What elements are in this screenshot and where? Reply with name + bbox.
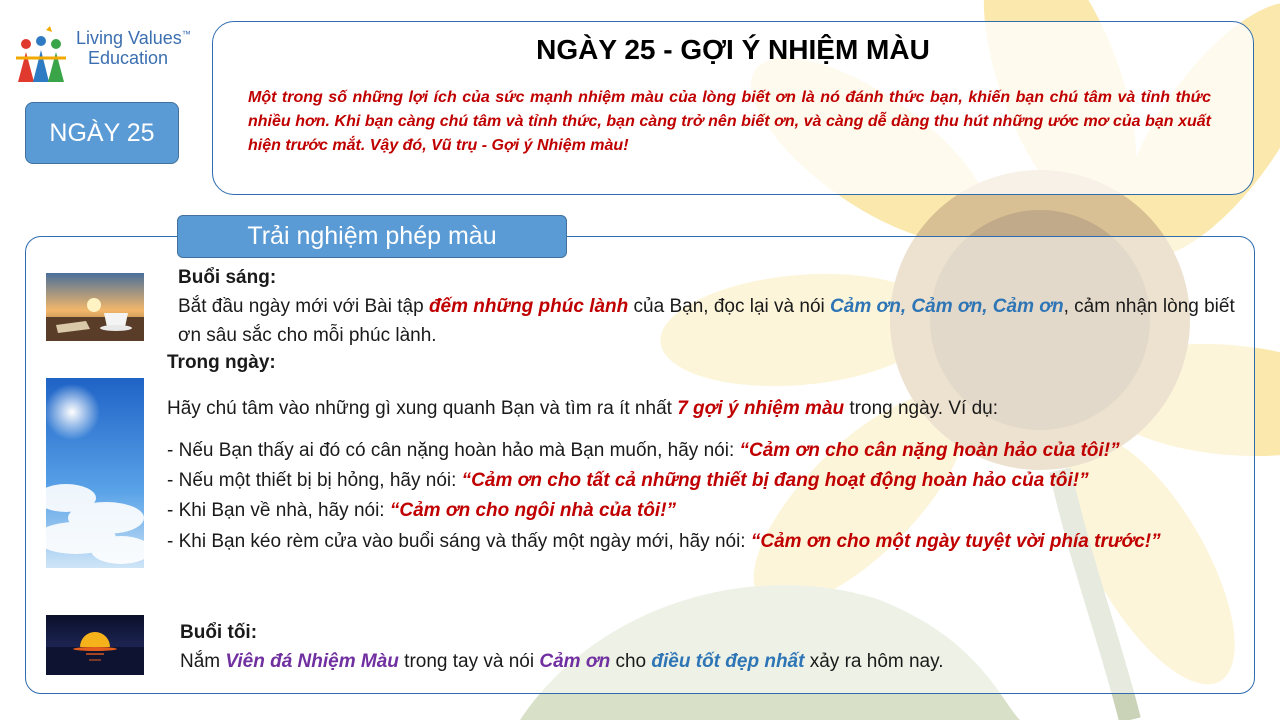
intro-paragraph: Một trong số những lợi ích của sức mạnh nhiệm màu của lòng biết ơn là nó đánh thức bạn, khiến bạn chú tâm và tỉnh thức nhiều hơn. Khi bạn càng chú tâm và tỉnh thức, bạn càng trở nên biết ơn, và càng dễ dàng thu hút những ước mơ của bạn xuất hiện trước mắt. Vậy đó, Vũ trụ - Gợi ý Nhiệm màu!: [248, 89, 1211, 154]
seven-hints-highlight: 7 gợi ý nhiệm màu: [677, 398, 845, 419]
logo-line1: Living Values: [76, 28, 182, 48]
day-intro: Hãy chú tâm vào những gì xung quanh Bạn và tìm ra ít nhất 7 gợi ý nhiệm màu trong ngày. Ví dụ:: [167, 398, 998, 419]
logo-trademark: ™: [181, 29, 191, 39]
thank-you-evening-highlight: Cảm ơn: [539, 651, 611, 672]
logo-line2: Education: [88, 48, 169, 68]
day-heading: Trong ngày:: [167, 352, 276, 373]
example-4: - Khi Bạn kéo rèm cửa vào buổi sáng và thấy một ngày mới, hãy nói: “Cảm ơn cho một ngày tuyệt vời phía trước!”: [167, 531, 1161, 552]
count-blessings-highlight: đếm những phúc lành: [428, 296, 629, 317]
example-1: - Nếu Bạn thấy ai đó có cân nặng hoàn hảo mà Bạn muốn, hãy nói: “Cảm ơn cho cân nặng hoàn hảo của tôi!”: [167, 440, 1120, 461]
living-values-logo: [12, 24, 212, 84]
sunset-image: [46, 615, 144, 675]
morning-heading: Buổi sáng:: [178, 267, 277, 288]
section-title: Trải nghiệm phép màu: [177, 215, 567, 258]
morning-coffee-image: [46, 273, 144, 341]
sky-sun-image: [46, 378, 144, 568]
evening-heading: Buổi tối:: [180, 622, 258, 643]
thank-you-highlight: Cảm ơn, Cảm ơn, Cảm ơn: [830, 296, 1064, 317]
evening-text: Nắm Viên đá Nhiệm Màu trong tay và nói Cảm ơn cho điều tốt đẹp nhất xảy ra hôm nay.: [180, 651, 944, 672]
morning-text: Bắt đầu ngày mới với Bài tập đếm những phúc lành của Bạn, đọc lại và nói Cảm ơn, Cảm ơn, Cảm ơn, cảm nhận lòng biết ơn sâu sắc cho mỗi phúc lành.: [178, 296, 1235, 346]
best-thing-highlight: điều tốt đẹp nhất: [651, 651, 805, 672]
example-2: - Nếu một thiết bị bị hỏng, hãy nói: “Cảm ơn cho tất cả những thiết bị đang hoạt động hoàn hảo của tôi!”: [167, 470, 1089, 491]
people-logo-icon: [12, 24, 70, 84]
example-3: - Khi Bạn về nhà, hãy nói: “Cảm ơn cho ngôi nhà của tôi!”: [167, 500, 677, 521]
day-badge: NGÀY 25: [25, 102, 179, 164]
magic-stone-highlight: Viên đá Nhiệm Màu: [225, 651, 399, 672]
page-title: NGÀY 25 - GỢI Ý NHIỆM MÀU: [536, 34, 930, 65]
